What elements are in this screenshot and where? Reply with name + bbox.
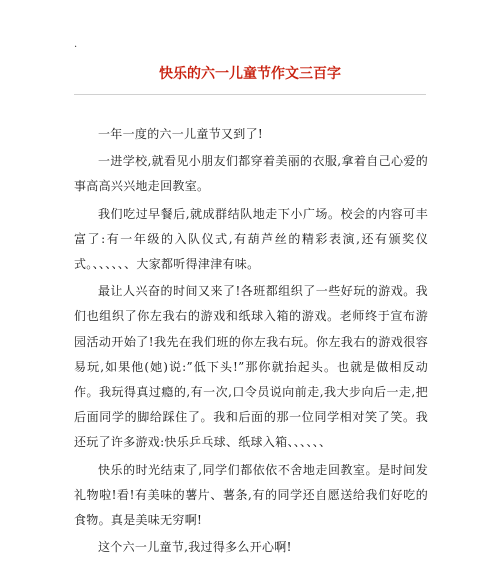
paragraph: 我们吃过早餐后,就成群结队地走下小广场。校会的内容可丰富了:有一年级的入队仪式,有葫芦丝的精彩表演,还有颁奖仪式。、、、、、、大家都听得津津有味。 <box>74 206 428 272</box>
document-body <box>74 122 428 562</box>
document-title: 快乐的六一儿童节作文三百字 <box>159 66 341 82</box>
paragraph: 最让人兴奋的时间又来了!各班都组织了一些好玩的游戏。我们也组织了你左我右的游戏和纸球入箱的游戏。老师终于宣布游园活动开始了!我先在我们班的你左我右玩。你左我右的游戏很容易玩,如果他(她)说:”低下头!”那你就抬起头。也就是做相反动作。我玩得真过瘾的,有一次,口令员说向前走,我大步向后一走,把后面同学的脚给踩住了。我和后面的那一位同学相对笑了笑。我还玩了许多游戏:快乐乒乓球、纸球入箱、、、、、、 <box>74 284 428 450</box>
paragraph: 这个六一儿童节,我过得多么开心啊! <box>98 540 292 555</box>
title-divider <box>74 94 426 95</box>
page-marker: . <box>74 39 78 50</box>
paragraph: 一年一度的六一儿童节又到了! <box>98 127 264 141</box>
paragraph: 一进学校,就看见小朋友们都穿着美丽的衣服,拿着自己心爱的事高高兴兴地走回教室。 <box>74 154 428 194</box>
paragraph: 快乐的时光结束了,同学们都依依不舍地走回教室。是时间发礼物啦!看!有美味的薯片、薯条,有的同学还自愿送给我们好吃的食物。真是美味无穷啊! <box>74 462 428 528</box>
